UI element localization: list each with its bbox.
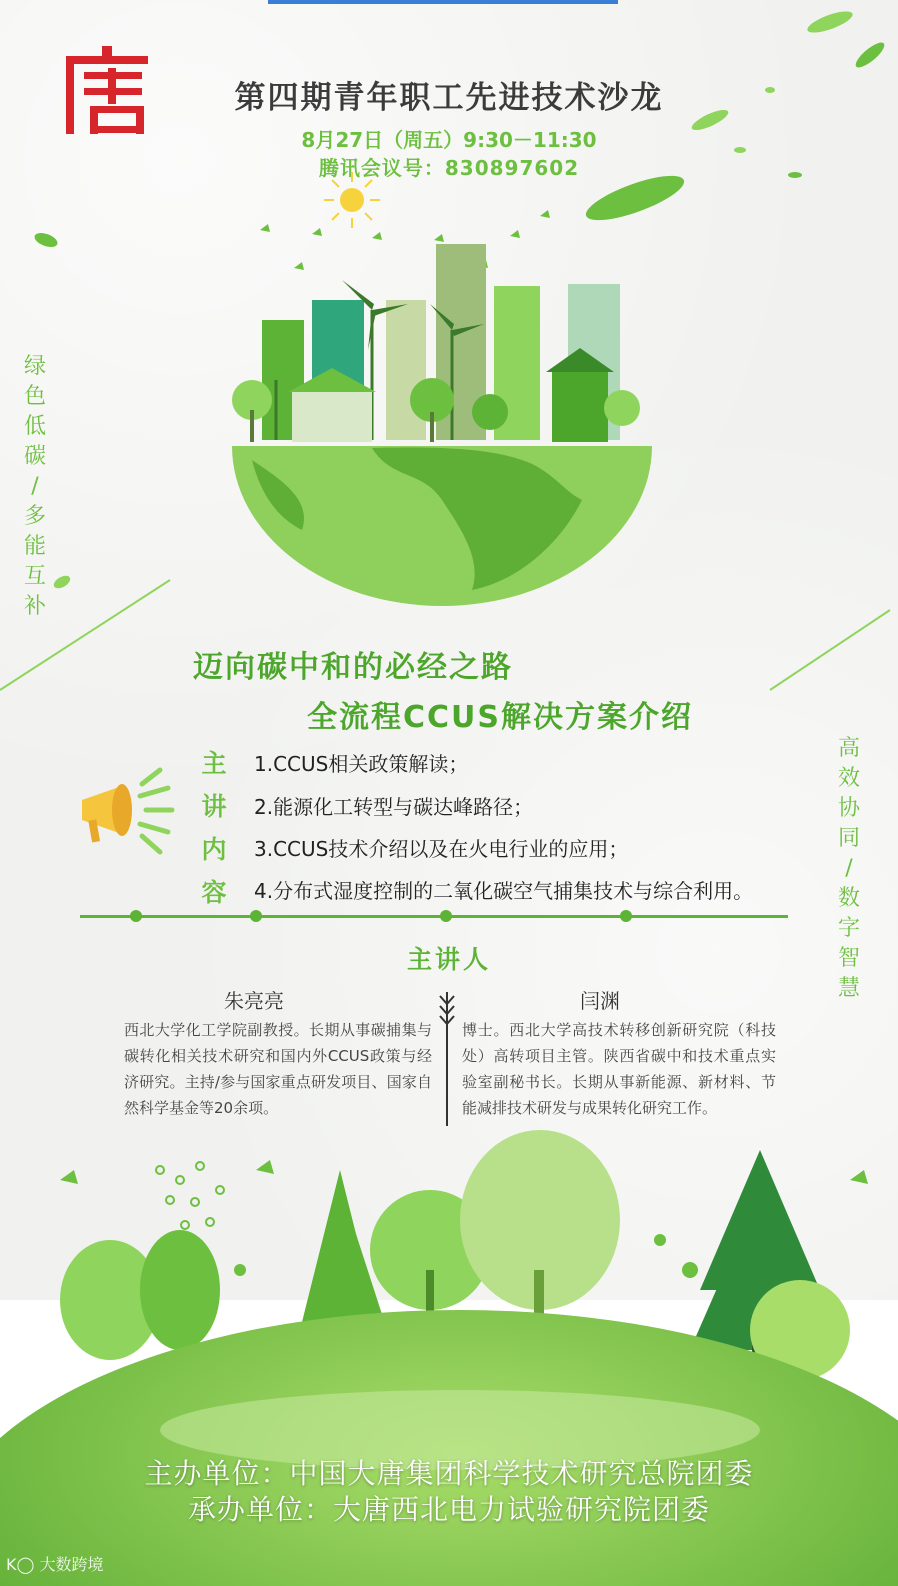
topic-item-4: 4.分布式湿度控制的二氧化碳空气捕集技术与综合利用。	[254, 879, 754, 903]
slogan-char: 绿	[23, 354, 46, 379]
megaphone-icon	[72, 760, 182, 870]
slogan-char: 字	[837, 916, 860, 941]
watermark	[6, 1552, 104, 1575]
slogan-char: /	[31, 474, 39, 499]
divider-dot	[250, 910, 262, 922]
divider-dot	[620, 910, 632, 922]
slogan-char: 高	[837, 736, 860, 761]
arrow-divider	[436, 990, 458, 1128]
slogan-char: 数	[837, 886, 860, 911]
slogan-char: 补	[23, 594, 46, 619]
slogan-char: 能	[23, 534, 46, 559]
topic-item-1: 1.CCUS相关政策解读；	[254, 752, 469, 776]
slogan-char: 碳	[23, 444, 46, 469]
speakers-title: 主讲人	[406, 945, 491, 974]
decorative-lines	[0, 560, 898, 710]
slogan-char: 色	[23, 384, 46, 409]
slogan-char: 互	[23, 564, 46, 589]
label-char: 容	[201, 878, 227, 907]
leaf-icon	[30, 228, 70, 258]
co-organizer: 承办单位：大唐西北电力试验研究院团委	[187, 1493, 710, 1526]
label-char: 讲	[201, 792, 227, 821]
event-title: 第四期青年职工先进技术沙龙	[234, 80, 664, 116]
watermark-text: 大数跨境	[39, 1555, 104, 1574]
divider-dot	[440, 910, 452, 922]
meeting-id: 腾讯会议号：830897602	[318, 156, 580, 180]
section-divider	[80, 915, 788, 918]
label-char: 主	[201, 749, 227, 778]
topic-item-3: 3.CCUS技术介绍以及在火电行业的应用；	[254, 837, 629, 861]
headline-line1: 迈向碳中和的必经之路	[193, 650, 513, 685]
content-section-label	[198, 742, 230, 914]
slogan-char: 多	[23, 504, 46, 529]
host-organizer: 主办单位：中国大唐集团科学技术研究总院团委	[144, 1457, 754, 1490]
speaker-bio: 博士。西北大学高技术转移创新研究院（科技处）高转项目主管。陕西省碳中和技术重点实验室副秘书长。长期从事新能源、新材料、节能减排技术研发与成果转化研究工作。	[462, 1021, 776, 1117]
watermark-icon: K◯	[6, 1555, 40, 1574]
speaker-bio: 西北大学化工学院副教授。长期从事碳捕集与碳转化相关技术研究和国内外CCUS政策与经济研究。主持/参与国家重点研发项目、国家自然科学基金等20余项。	[124, 1021, 432, 1117]
slogan-char: 协	[837, 796, 860, 821]
slogan-char: 智	[837, 946, 860, 971]
slogan-char: 低	[23, 414, 46, 439]
headline-line2: 全流程CCUS解决方案介绍	[307, 700, 693, 735]
event-date: 8月27日（周五）9:30－11:30	[301, 128, 597, 152]
slogan-char: /	[845, 856, 853, 881]
speaker-name: 朱亮亮	[224, 989, 284, 1013]
slogan-char: 同	[837, 826, 860, 851]
divider-dot	[130, 910, 142, 922]
green-city-earth-illustration	[222, 200, 662, 610]
slogan-char: 慧	[837, 976, 860, 1001]
speaker-name: 闫渊	[580, 989, 620, 1013]
topic-item-2: 2.能源化工转型与碳达峰路径；	[254, 795, 534, 819]
slogan-char: 效	[837, 766, 860, 791]
label-char: 内	[201, 835, 227, 864]
